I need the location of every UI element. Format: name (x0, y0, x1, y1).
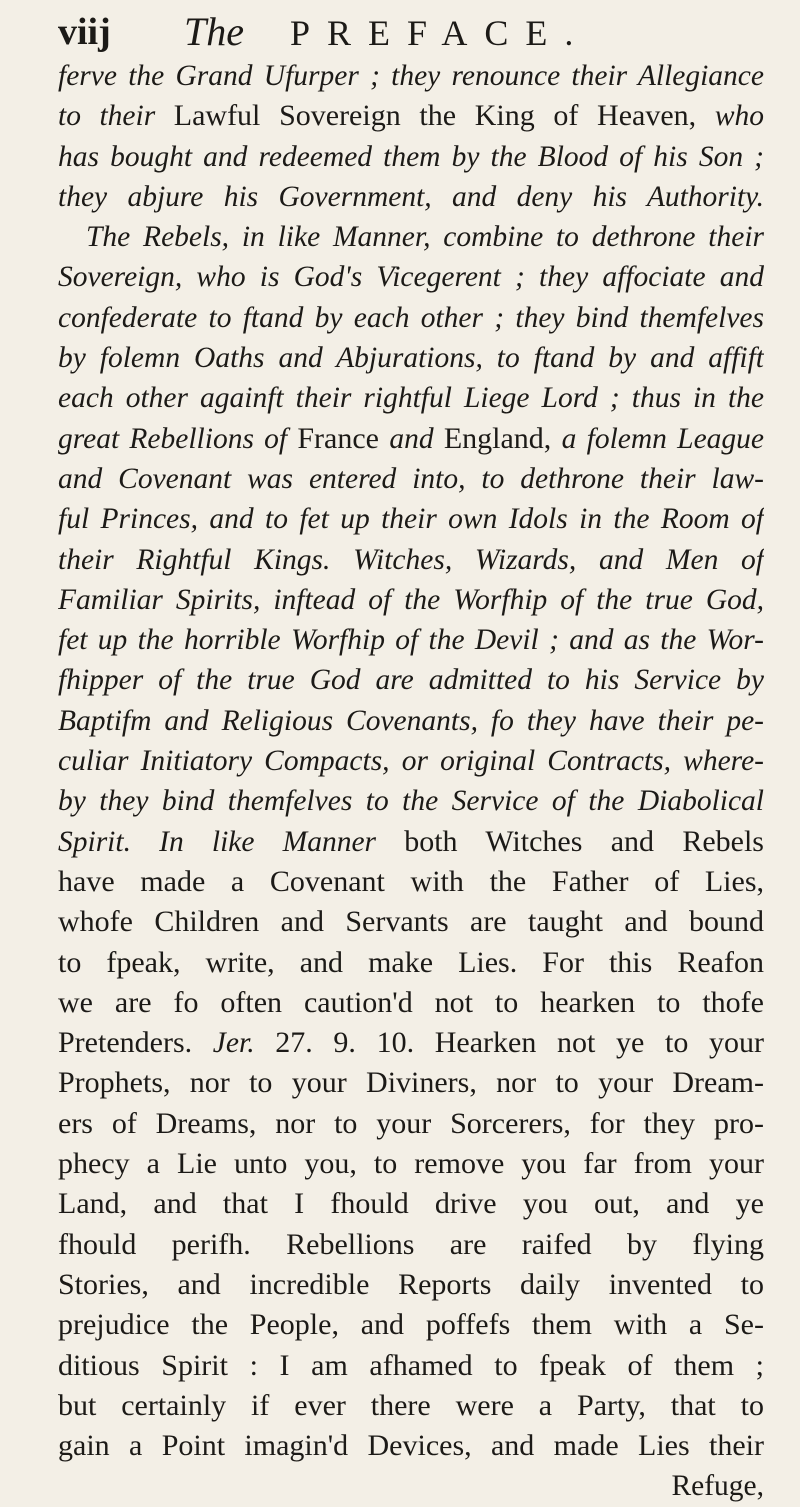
catchword: Refuge, (671, 1470, 764, 1503)
text-span: ers of Dreams, nor to your Sorcerers, for they pro- (58, 1106, 764, 1140)
body-text (58, 56, 764, 1507)
text-line (58, 96, 764, 136)
text-line (58, 338, 764, 378)
text-line (58, 137, 764, 177)
text-line (58, 983, 764, 1023)
text-line (58, 459, 764, 499)
text-span: gain a Point imagin'd Devices, and made Lies their (58, 1429, 764, 1463)
text-line (58, 1063, 764, 1103)
text-line (58, 781, 764, 821)
text-line (58, 822, 764, 862)
text-line (58, 419, 764, 459)
text-line (58, 217, 764, 257)
text-line (58, 499, 764, 539)
text-span: the (715, 382, 764, 415)
text-line (58, 1305, 764, 1345)
text-span: fhould perifh. Rebellions are raifed by flying (58, 1227, 764, 1261)
text-line (58, 56, 764, 96)
text-span: who (714, 100, 764, 133)
text-span: ferve the Grand Ufurper ; they renounce their Allegiance (58, 60, 764, 92)
text-line (58, 862, 764, 902)
text-span: but certainly if ever there were a Party, that to (58, 1388, 764, 1422)
text-line (58, 943, 764, 983)
text-span: and Covenant was entered into, to dethrone their law- (58, 462, 764, 495)
text-span: their Rightful Kings. Witches, Wizards, and Men of (58, 543, 764, 576)
text-line (58, 1265, 764, 1305)
text-line (58, 177, 764, 217)
text-line (58, 1386, 764, 1426)
text-span: great Rebellions of (58, 422, 298, 455)
text-span: Lawful Sovereign the King of Heaven, (173, 99, 715, 133)
text-span: fhipper of the true God are admitted to his Service by (58, 664, 764, 697)
text-line (58, 1426, 764, 1466)
text-span: culiar Initiatory Compacts, or original Contracts, where- (58, 745, 764, 778)
text-line (58, 1144, 764, 1184)
text-span: have made a Covenant with the Father of Lies, (58, 864, 764, 898)
text-span: by folemn Oaths and Abjurations, to ftand by and affift (58, 342, 764, 375)
text-span: Sovereign, who is God's Vicegerent ; they affociate and (58, 261, 764, 294)
text-line (58, 701, 764, 741)
text-span: Baptifm and Religious Covenants, fo they have their pe- (58, 704, 764, 737)
text-span: to their (58, 100, 174, 133)
text-line (58, 1184, 764, 1224)
text-span: Familiar Spirits, inftead of the Worfhip of the true God, (58, 583, 764, 616)
text-span: Jer. (212, 1027, 255, 1060)
page-number: viij (58, 11, 111, 53)
text-line (58, 660, 764, 700)
text-span: to fpeak, write, and make Lies. For this Reafon (58, 945, 764, 979)
text-span: both Witches and Rebels (404, 824, 764, 858)
text-span: ful Princes, and to fet up their own Idols in the Room of (58, 503, 764, 536)
text-span: Pretenders. (58, 1026, 213, 1060)
text-span: Prophets, nor to your Diviners, nor to your Dream- (58, 1066, 764, 1100)
text-span: phecy a Lie unto you, to remove you far from your (58, 1147, 764, 1181)
text-line (58, 378, 764, 418)
running-head-preface: PREFACE. (290, 13, 591, 53)
text-line (58, 620, 764, 660)
text-span: France (297, 421, 390, 455)
text-span: 27. 9. 10. Hearken not ye to your (254, 1026, 764, 1060)
text-span: we are fo often caution'd not to hearken to thofe (58, 985, 764, 1019)
text-span: whofe Children and Servants are taught and bound (58, 905, 764, 939)
text-line (58, 902, 764, 942)
text-span: ditious Spirit : I am afhamed to fpeak of them ; (58, 1348, 764, 1382)
text-span: each other againft their rightful Liege Lord ; thus (58, 382, 693, 415)
text-span: a folemn League (561, 422, 764, 455)
text-span: The Rebels, in like Manner, combine to dethrone their (86, 221, 764, 254)
text-line (58, 1225, 764, 1265)
text-span: they abjure his Government, and deny his Authority. (58, 180, 764, 213)
text-line (58, 1104, 764, 1144)
text-line (58, 257, 764, 297)
text-span: and (389, 422, 444, 455)
text-span: Land, and that I fhould drive you out, and ye (58, 1187, 764, 1221)
text-span: Spirit. In like Manner (58, 825, 405, 858)
text-line (58, 741, 764, 781)
text-line (58, 1023, 764, 1063)
text-span: has bought and redeemed them by the Blood of his Son ; (58, 140, 764, 173)
text-line (58, 540, 764, 580)
page-header (58, 6, 758, 54)
text-span: England, (443, 421, 562, 455)
text-span: Stories, and incredible Reports daily invented to (58, 1267, 764, 1301)
text-line (58, 298, 764, 338)
text-line (58, 580, 764, 620)
text-span: confederate to ftand by each other ; they bind themfelves (58, 301, 764, 334)
text-line (58, 1346, 764, 1386)
running-head-the: The (184, 9, 244, 54)
text-span: by they bind themfelves to the Service of the Diabolical (58, 785, 764, 818)
text-span: in (692, 382, 716, 415)
text-span: prejudice the People, and poffefs them with a Se- (58, 1308, 764, 1342)
text-span: fet up the horrible Worfhip of the Devil ; and as the Wor- (58, 624, 764, 657)
